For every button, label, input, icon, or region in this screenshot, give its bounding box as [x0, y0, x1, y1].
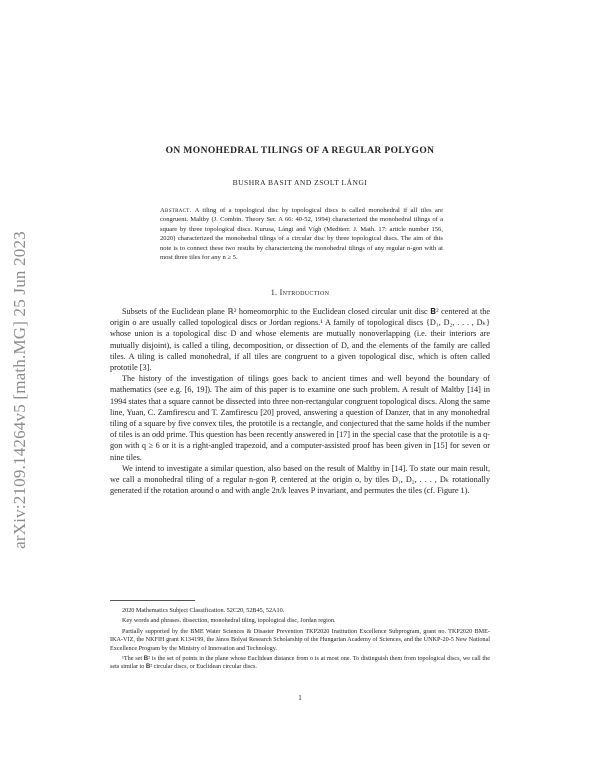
footnote-msc: 2020 Mathematics Subject Classification. 52C20, 52B45, 52A10.	[122, 607, 285, 614]
abstract-label: Abstract.	[160, 207, 192, 214]
arxiv-stamp	[4, 175, 36, 605]
footnote-keywords: Key words and phrases. dissection, monohedral tiling, topological disc, Jordan region.	[122, 617, 336, 625]
paragraph: Subsets of the Euclidean plane ℝ² homeomorphic to the Euclidean closed circular unit disc 𝐁² centered at the origin o are usually called topological discs or Jordan regions.¹ A family of topological discs {D₁, D₂, . . . , Dₖ} whose union is a topological disc D and whose elements are mutually nonoverlapping (i.e. their interiors are mutually disjoint), is called a tiling, decomposition, or dissection of D, and the elements of the family are called tiles. A tiling is called monohedral, if all tiles are congruent to a given topological disc, which is often called prototile [3].	[110, 307, 490, 373]
paragraph: The history of the investigation of tilings goes back to ancient times and well beyond the boundary of mathematics (see e.g. [6, 19]). The aim of this paper is to examine one such problem. A result of Maltby [14] in 1994 states that a square cannot be dissected into three non-rectangular congruent topological discs. Along the same line, Yuan, C. Zamfirescu and T. Zamfirescu [20] proved, answering a question of Danzer, that in any monohedral tiling of a square by five convex tiles, the prototile is a rectangle, and conjectured that the same holds if the number of tiles is an odd prime. This question has been recently answered in [17] in the special case that the prototile is a q-gon with q ≥ 6 or it is a right-angled trapezoid, and a computer-assisted proof has been given in [15] for seven or nine tiles.	[110, 374, 490, 462]
paper-authors: BUSHRA BASIT AND ZSOLT LÁNGI	[232, 178, 368, 187]
paper-title: ON MONOHEDRAL TILINGS OF A REGULAR POLYGON	[165, 146, 435, 156]
abstract	[160, 206, 443, 262]
section-body	[110, 306, 490, 496]
paragraph: We intend to investigate a similar question, also based on the result of Maltby in [14]. To state our main result, we call a monohedral tiling of a regular n-gon P, centered at the origin o, by tiles D₁, D₂, . . . , Dₖ rotationally generated if the rotation around o and with angle 2π/k leaves P invariant, and permutes the tiles (cf. Figure 1).	[110, 463, 490, 496]
footnote-definition: ¹The set 𝐁² is the set of points in the plane whose Euclidean distance from o is at most one. To distinguish them from topological discs, we call the sets similar to 𝐁² circular discs, or Euclidean circular discs.	[110, 655, 490, 671]
page-number: 1	[298, 694, 302, 702]
arxiv-identifier: arXiv:2109.14264v5 [math.MG] 25 Jun 2023	[10, 231, 29, 549]
footnote-funding: Partially supported by the BME Water Sciences & Disaster Prevention TKP2020 Institution Excellence Subprogram, grant no. TKP2020 BME-IKA-VIZ, the NKFIH grant K134199, the János Bolyai Research Scholarship of the Hungarian Academy of Sciences, and the ÚNKP-20-5 New National Excellence Program by the Ministry of Innovation and Technology.	[110, 627, 490, 652]
section-heading: 1. Introduction	[270, 288, 330, 297]
abstract-text: A tiling of a topological disc by topological discs is called monohedral if all tiles are congruent. Maltby (J. Combin. Theory Ser. A 66: 40-52, 1994) characterized the monohedral tilings of a square by three topological discs. Kurusa, Lángi and Vígh (Mediterr. J. Math. 17: article number 156, 2020) characterized the monohedral tilings of a circular disc by three topological discs. The aim of this note is to connect these two results by characterizing the monohedral tilings of any regular n-gon with at most three tiles for any n ≥ 5.	[160, 207, 443, 262]
footnote-divider	[110, 600, 195, 601]
footnotes	[110, 600, 490, 674]
